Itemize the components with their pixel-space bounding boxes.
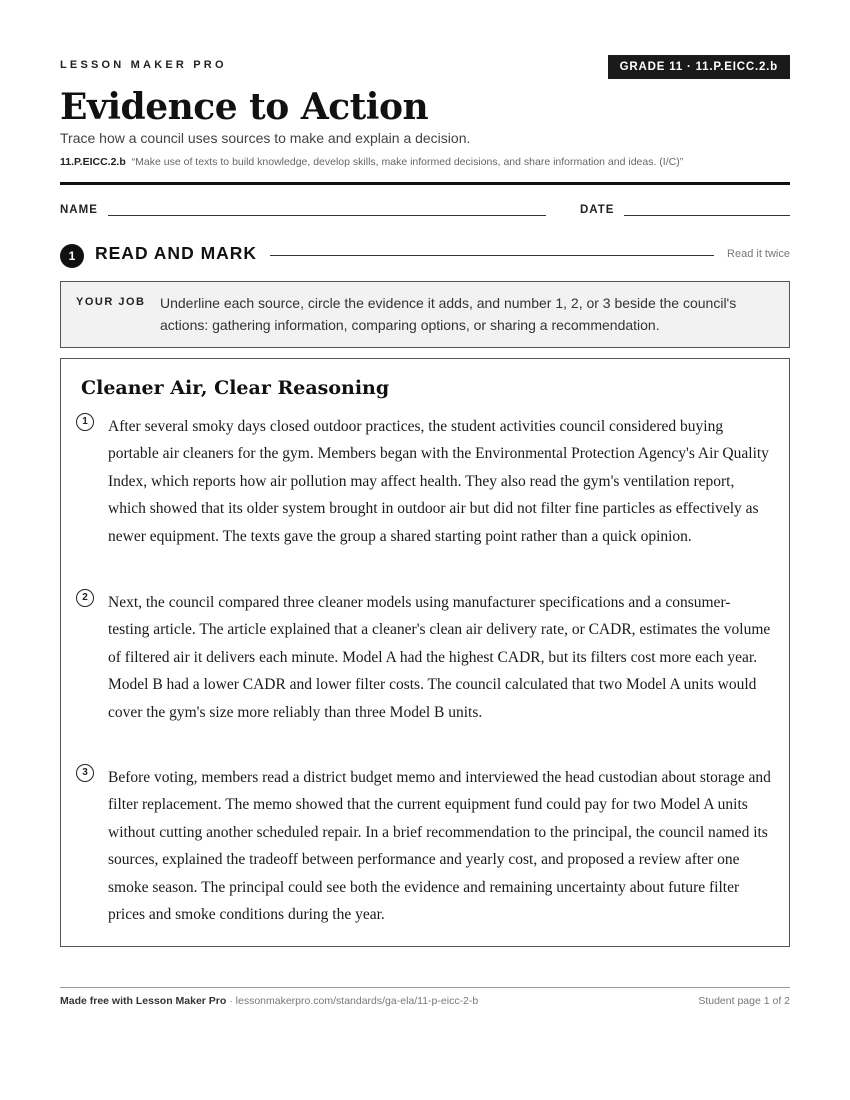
- date-field[interactable]: [624, 215, 790, 216]
- job-instructions: Underline each source, circle the evidence it adds, and number 1, 2, or 3 beside the council's actions: gathering information, comparing options, or sharing a recommendation.: [160, 295, 737, 333]
- passage-paragraph: [76, 589, 771, 726]
- paragraph-number-badge: 2: [76, 589, 94, 607]
- footer-divider: [60, 987, 790, 988]
- standard-code: 11.P.EICC.2.b: [60, 156, 126, 168]
- passage-paragraph: [76, 413, 771, 550]
- name-field[interactable]: [108, 215, 546, 216]
- worksheet-subtitle: Trace how a council uses sources to make and explain a decision.: [60, 130, 471, 146]
- paragraph-number-badge: 1: [76, 413, 94, 431]
- footer-made-with: Made free with Lesson Maker Pro: [60, 995, 227, 1007]
- date-label: DATE: [580, 204, 615, 216]
- paragraph-text: Next, the council compared three cleaner models using manufacturer specifications and a consumer-testing article. The article explained that a cleaner's clean air delivery rate, or CADR, estimates the volume of filtered air it delivers each minute. Model A had the highest CADR, but its filters cost more each year. Model B had a lower CADR and lower filter costs. The council calculated that two Model A units would cover the gym's size more reliably than three Model B units.: [108, 594, 771, 721]
- section-rule: [270, 255, 714, 256]
- header-top-row: [60, 55, 790, 79]
- section-heading: [60, 242, 790, 268]
- passage-title: Cleaner Air, Clear Reasoning: [81, 377, 390, 399]
- footer-separator: ·: [226, 995, 236, 1007]
- grade-badge: GRADE 11 · 11.P.EICC.2.b: [608, 55, 790, 79]
- passage-paragraph: [76, 764, 771, 928]
- name-label: NAME: [60, 204, 98, 216]
- brand-name: LESSON MAKER PRO: [60, 59, 227, 71]
- header-divider: [60, 182, 790, 185]
- paragraph-text: After several smoky days closed outdoor practices, the student activities council considered buying portable air cleaners for the gym. Members began with the Environmental Protection Agency's Air Quality Index, which reports how air pollution may affect health. They also read the gym's ventilation report, which showed that its older system brought in outdoor air but did not filter fine particles as effectively as newer equipment. The texts gave the group a shared starting point rather than a quick opinion.: [108, 418, 769, 545]
- paragraph-text: Before voting, members read a district budget memo and interviewed the head custodian about storage and filter replacement. The memo showed that the current equipment fund could pay for two Model A units without cutting another scheduled repair. In a brief recommendation to the principal, the council named its sources, explained the tradeoff between performance and yearly cost, and proposed a review after one smoke season. The principal could see both the evidence and remaining uncertainty about future filter prices and smoke conditions during the year.: [108, 769, 771, 924]
- worksheet-title: Evidence to Action: [60, 86, 429, 128]
- job-box: [60, 281, 790, 348]
- job-label: YOUR JOB: [76, 296, 146, 308]
- footer-url[interactable]: lessonmakerpro.com/standards/ga-ela/11-p-eicc-2-b: [235, 995, 479, 1007]
- standard-line: [60, 156, 683, 168]
- student-fields: [60, 204, 790, 220]
- section-hint: Read it twice: [727, 248, 790, 260]
- reading-passage: [60, 358, 790, 947]
- section-number-badge: 1: [60, 244, 84, 268]
- footer: [60, 995, 790, 1007]
- section-title: READ AND MARK: [95, 243, 258, 263]
- standard-text: “Make use of texts to build knowledge, develop skills, make informed decisions, and share information and ideas. (I/C)”: [131, 156, 684, 168]
- footer-page-number: Student page 1 of 2: [698, 995, 790, 1007]
- paragraph-number-badge: 3: [76, 764, 94, 782]
